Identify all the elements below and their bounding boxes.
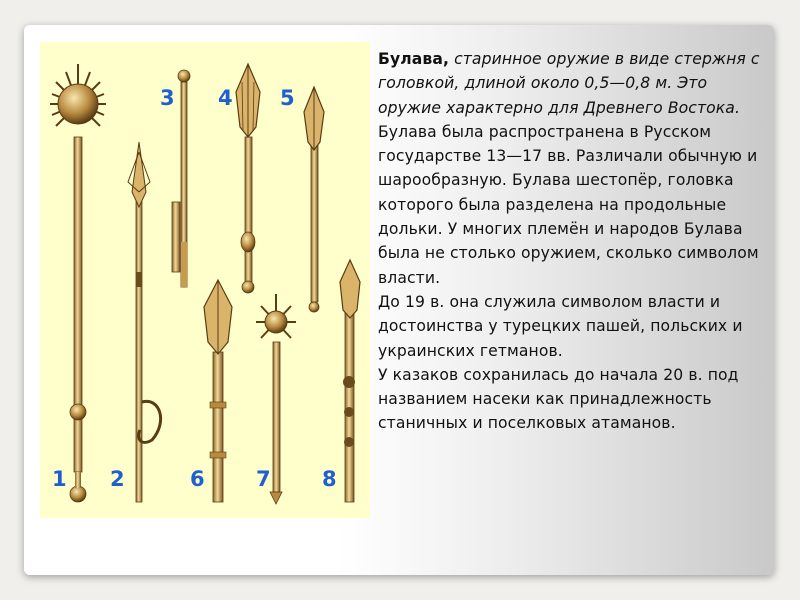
mace-5 (304, 87, 324, 312)
mace-1 (50, 64, 106, 502)
term-bulava: Булава, (378, 50, 450, 68)
label-2: 2 (110, 467, 125, 491)
label-5: 5 (280, 86, 295, 110)
paragraph-3: До 19 в. она служила символом власти и достоинства у турецких пашей, польских и украинских гетманов. (378, 292, 743, 360)
description-text (378, 47, 770, 436)
mace-4 (236, 64, 260, 293)
label-6: 6 (190, 467, 205, 491)
mace-2 (128, 142, 161, 502)
definition: старинное оружие в виде стержня с головкой, длиной около 0,5—0,8 м. Это оружие характерно для Древнего Востока. (378, 50, 760, 117)
mace-6 (204, 280, 232, 502)
label-4: 4 (218, 86, 233, 110)
paragraph-1 (378, 47, 770, 120)
paragraph-2: Булава была распространена в Русском государстве 13—17 вв. Различали обычную и шарообразную. Булава шестопёр, головка которого была разделена на продольные дольки. У многих племён и народов Булава была не столько оружием, сколько символом власти. (378, 122, 759, 287)
label-8: 8 (322, 467, 337, 491)
label-7: 7 (256, 467, 271, 491)
paragraph-4: У казаков сохранилась до начала 20 в. под названием насеки как принадлежность станичных и поселковых атаманов. (378, 365, 739, 433)
mace-3 (172, 70, 190, 287)
mace-8 (340, 260, 360, 502)
label-3: 3 (160, 86, 175, 110)
maces-drawing (40, 42, 370, 518)
maces-illustration (40, 42, 370, 518)
label-1: 1 (52, 467, 67, 491)
